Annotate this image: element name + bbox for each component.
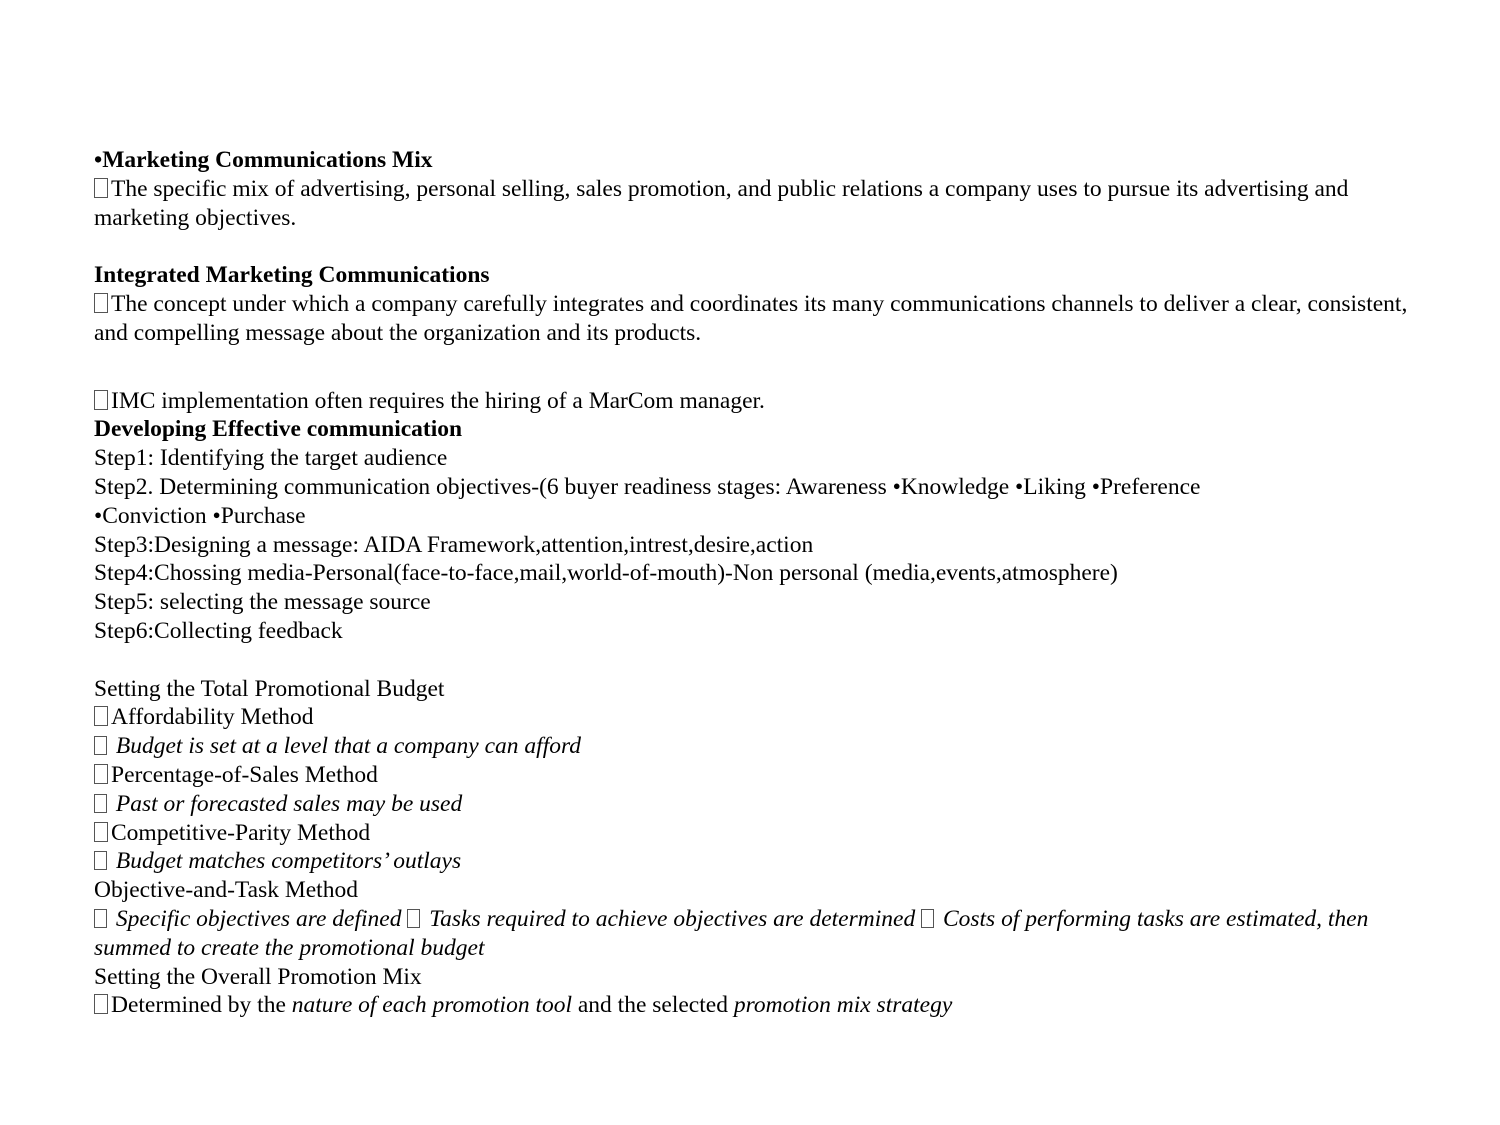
affordability-method	[94, 703, 1424, 732]
percentage-description-text: Past or forecasted sales may be used	[115, 790, 463, 817]
competitive-method-label: Competitive-Parity Method	[111, 819, 371, 846]
document-page	[94, 146, 1424, 1020]
missing-glyph-icon	[921, 909, 934, 928]
missing-glyph-icon	[94, 706, 108, 726]
missing-glyph-icon	[94, 178, 108, 198]
missing-glyph-icon	[94, 794, 107, 813]
imc-note-text: IMC implementation often requires the hiring of a MarCom manager.	[111, 387, 765, 414]
affordability-description-text: Budget is set at a level that a company can afford	[115, 733, 581, 760]
percentage-method-label: Percentage-of-Sales Method	[111, 761, 378, 788]
missing-glyph-icon	[94, 851, 107, 870]
step-3: Step3:Designing a message: AIDA Framework,attention,intrest,desire,action	[94, 531, 814, 558]
step-2-line-1: Step2. Determining communication objectives-(6 buyer readiness stages: Awareness •Knowledge •Liking •Preference	[94, 473, 1201, 500]
objective-description-part-1: Specific objectives are defined	[115, 905, 402, 932]
overall-mix-prefix: Determined by the	[111, 992, 286, 1019]
step-4: Step4:Chossing media-Personal(face-to-face,mail,world-of-mouth)-Non personal (media,events,atmosphere)	[94, 560, 1118, 587]
step-1: Step1: Identifying the target audience	[94, 445, 448, 472]
missing-glyph-icon	[94, 764, 108, 784]
missing-glyph-icon	[94, 909, 107, 928]
percentage-description	[94, 790, 1424, 819]
step-2-line-2: •Conviction •Purchase	[94, 502, 306, 529]
mix-definition	[94, 175, 1424, 233]
missing-glyph-icon	[94, 822, 108, 842]
step-5: Step5: selecting the message source	[94, 589, 431, 616]
missing-glyph-icon	[407, 909, 420, 928]
missing-glyph-icon	[94, 390, 108, 410]
objective-description-part-2: Tasks required to achieve objectives are determined	[429, 905, 916, 932]
overall-mix-description	[94, 991, 1424, 1020]
affordability-description	[94, 732, 1424, 761]
spacer	[94, 348, 1424, 387]
competitive-method	[94, 819, 1424, 848]
mix-definition-text: The specific mix of advertising, personal selling, sales promotion, and public relations a company uses to pursue its advertising and marketing objectives.	[94, 175, 1349, 231]
spacer	[94, 646, 1424, 675]
spacer	[94, 232, 1424, 261]
objective-description	[94, 905, 1424, 963]
imc-definition-text: The concept under which a company carefully integrates and coordinates its many communications channels to deliver a clear, consistent, and compelling message about the organization and its products.	[94, 290, 1408, 346]
overall-mix-heading: Setting the Overall Promotion Mix	[94, 963, 422, 990]
overall-mix-italic-2: promotion mix strategy	[733, 992, 953, 1019]
competitive-description	[94, 847, 1424, 876]
mix-heading: •Marketing Communications Mix	[94, 147, 433, 173]
overall-mix-italic-1: nature of each promotion tool	[291, 992, 572, 1019]
step-6: Step6:Collecting feedback	[94, 617, 343, 644]
dev-heading: Developing Effective communication	[94, 416, 463, 443]
objective-description-part-3: Costs of performing tasks are estimated, then summed to create the promotional budget	[94, 905, 1369, 961]
percentage-method	[94, 761, 1424, 790]
imc-note	[94, 387, 1424, 416]
budget-heading: Setting the Total Promotional Budget	[94, 675, 445, 702]
competitive-description-text: Budget matches competitors’ outlays	[115, 848, 462, 875]
imc-definition	[94, 290, 1424, 348]
missing-glyph-icon	[94, 994, 108, 1014]
objective-method-label: Objective-and-Task Method	[94, 877, 358, 904]
overall-mix-middle: and the selected	[577, 992, 728, 1019]
imc-heading: Integrated Marketing Communications	[94, 262, 490, 289]
missing-glyph-icon	[94, 293, 108, 313]
missing-glyph-icon	[94, 736, 107, 755]
affordability-method-label: Affordability Method	[111, 704, 314, 731]
